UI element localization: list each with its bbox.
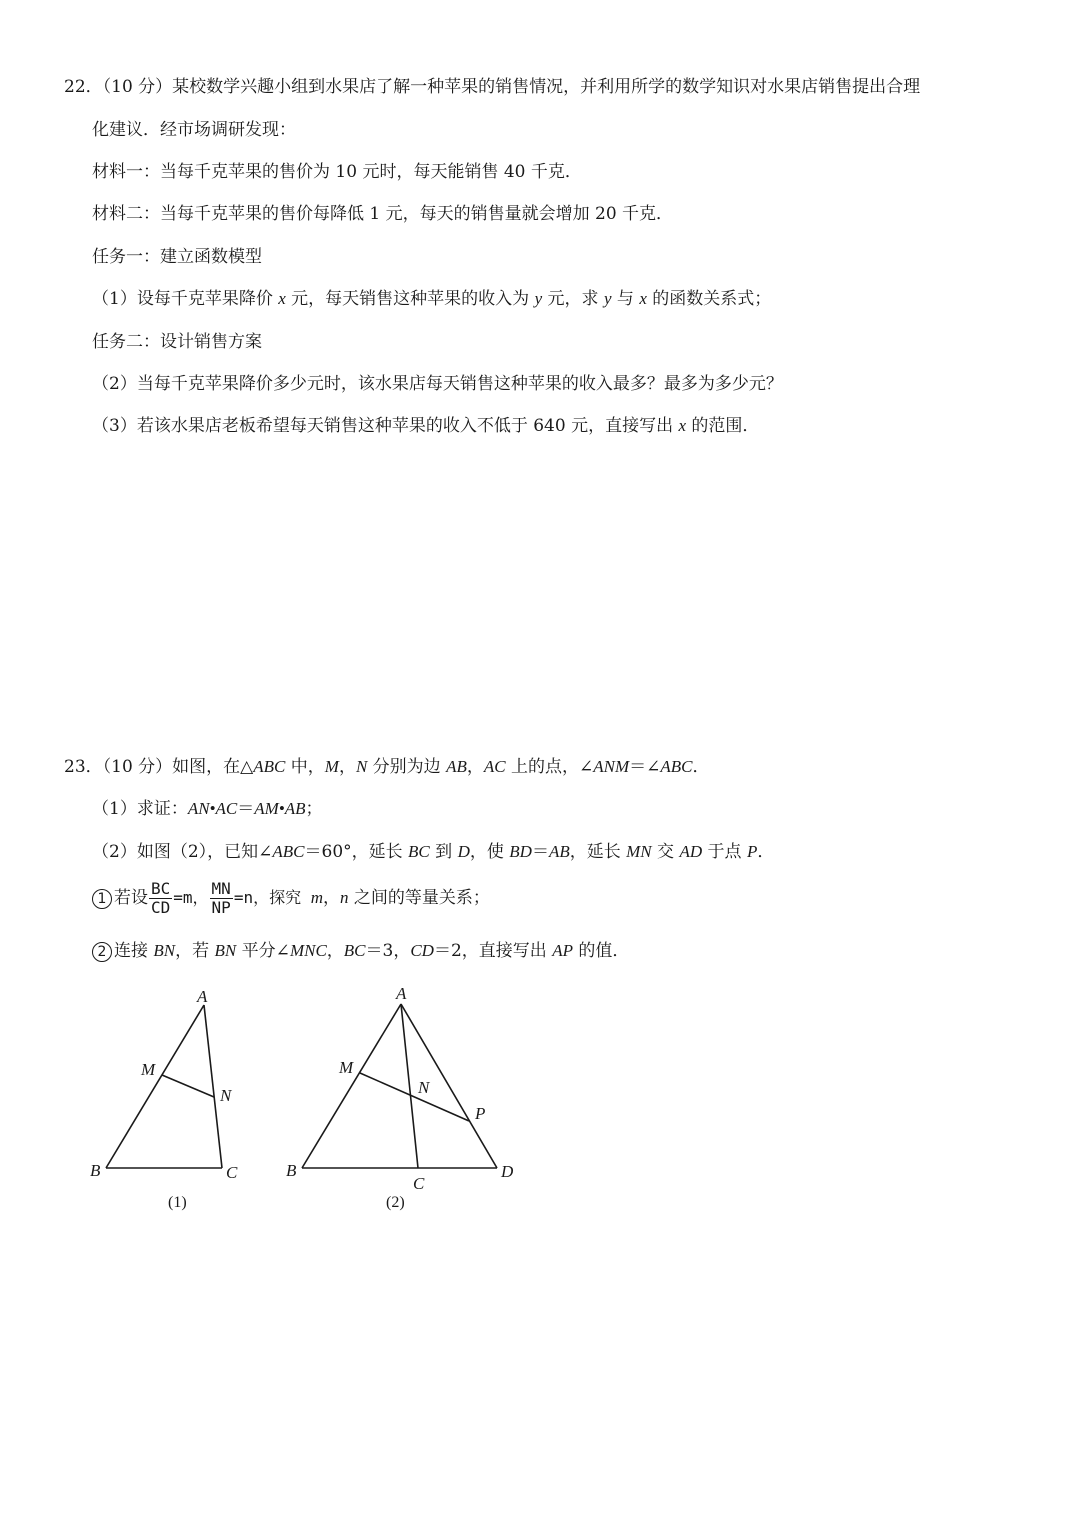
q22-part-1: （1）设每千克苹果降价 x 元，每天销售这种苹果的收入为 y 元，求 y 与 x 的函数关系式； [92,289,772,309]
figure-1 [106,1005,222,1168]
fig2-label-n: N [418,1078,430,1097]
q22-part-3: （3）若该水果店老板希望每天销售这种苹果的收入不低于 640 元，直接写出 x 的范围． [92,416,760,436]
fraction-mn-np: $\frac{MN}{NP}$ [211,879,231,917]
q22-material-1: 材料一：当每千克苹果的售价为 10 元时，每天能销售 40 千克． [92,162,582,182]
figure-1-labels [90,987,238,1182]
fig1-label-c: C [226,1163,238,1182]
fig2-label-b: B [286,1161,297,1180]
fig2-caption: (2) [386,1194,405,1211]
fraction-bc-cd: $\frac{BC}{CD}$ [151,879,171,917]
fig2-segment-mp [360,1073,469,1121]
q22-task-2: 任务二：设计销售方案 [92,332,262,352]
fig1-label-a: A [197,987,208,1006]
fig1-label-b: B [90,1161,101,1180]
fig2-segment-ab [302,1004,401,1168]
circled-number-1: 1 [92,889,112,909]
figure-2 [302,1004,497,1168]
q22-material-2: 材料二：当每千克苹果的售价每降低 1 元，每天的销售量就会增加 20 千克． [92,204,674,224]
q22-stem-line2: 化建议．经市场调研发现： [92,120,296,140]
q22-stem-line1: 22．（10 分）某校数学兴趣小组到水果店了解一种苹果的销售情况，并利用所学的数学知识对水果店销售提出合理 [64,77,921,97]
q22-part-2: （2）当每千克苹果降价多少元时，该水果店每天销售这种苹果的收入最多？最多为多少元？ [92,374,783,394]
q23-part-1: （1）求证：AN•AC＝AM•AB； [92,799,323,819]
q23-part-2-sub-1: 1 若设 $\frac{BC}{CD}$ =m， $\frac{MN}{NP}$ =n，探究 m，n 之间的等量关系； [92,878,490,918]
q23-stem: 23．（10 分）如图，在△ABC 中，M，N 分别为边 AB，AC 上的点，∠ANM＝∠ABC． [64,757,710,777]
q23-part-2: （2）如图（2），已知∠ABC＝60°，延长 BC 到 D，使 BD＝AB，延长 MN 交 AD 于点 P． [92,842,775,862]
figure-2-labels [286,984,514,1193]
fig1-label-n: N [220,1086,232,1105]
fig2-label-m: M [339,1058,354,1077]
q22-task-1: 任务一：建立函数模型 [92,247,262,267]
fig2-label-d: D [501,1162,514,1181]
fig2-label-c: C [413,1174,425,1193]
q23-part-2-sub-2: 2 连接 BN，若 BN 平分∠MNC，BC＝3，CD＝2，直接写出 AP 的值． [92,939,629,963]
fig1-label-m: M [141,1060,156,1079]
fig1-segment-mn [162,1075,214,1097]
circled-number-2: 2 [92,942,112,962]
fig2-label-p: P [475,1104,486,1123]
fig1-caption: (1) [168,1194,187,1211]
fig2-label-a: A [396,984,407,1003]
